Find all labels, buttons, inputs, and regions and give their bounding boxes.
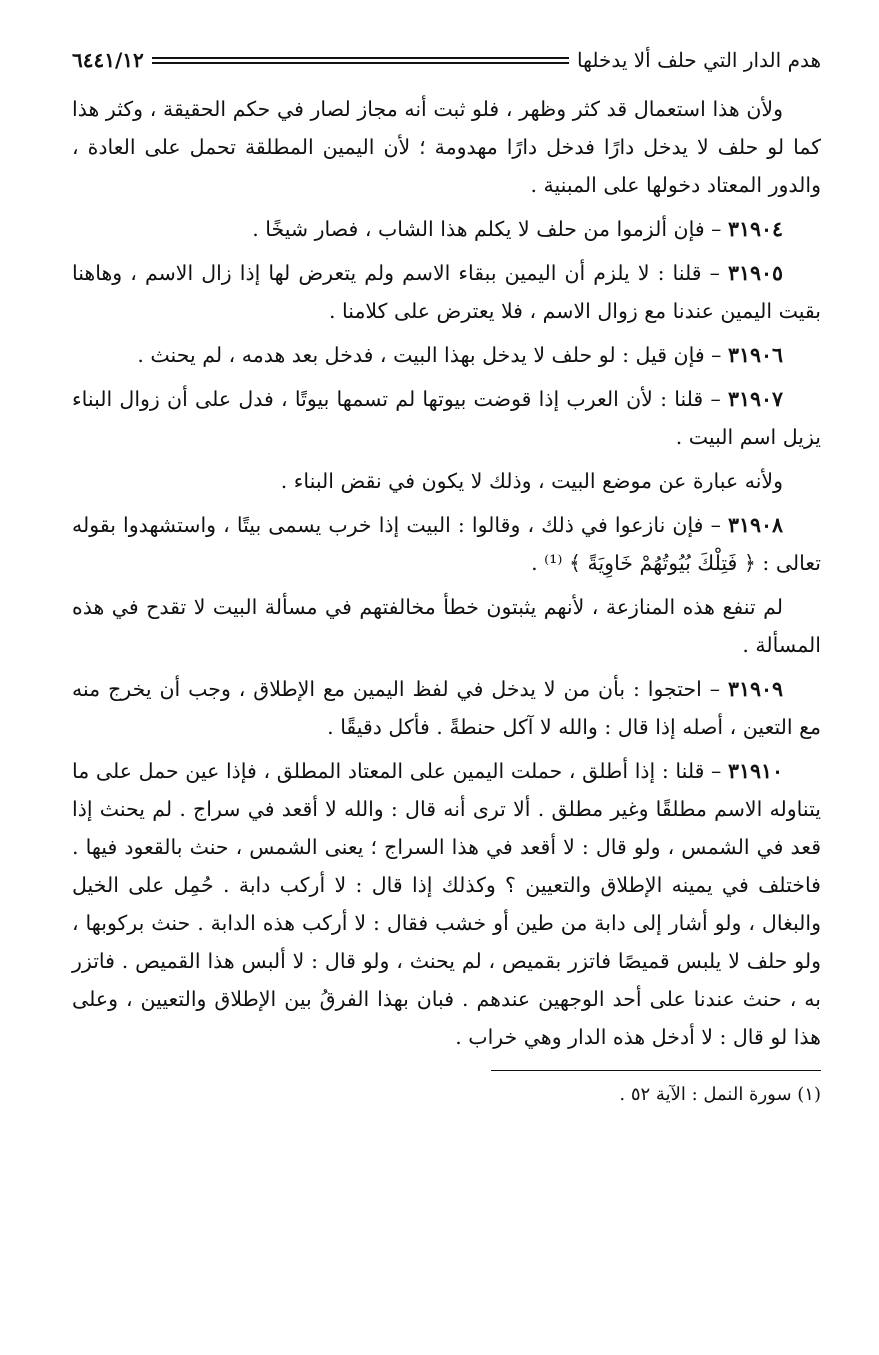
paragraph-text: – قلنا : لأن العرب إذا قوضت بيوتها لم تسمها بيوتًا ، فدل على أن زوال البناء يزيل اسم البيت . bbox=[72, 387, 821, 449]
footnote-text: (١) سورة النمل : الآية ٥٢ . bbox=[619, 1084, 821, 1105]
paragraph bbox=[72, 588, 821, 664]
paragraph-text: – قلنا : لا يلزم أن اليمين ببقاء الاسم ولم يتعرض لها إذا زال الاسم ، وهاهنا بقيت اليمين عندنا مع زوال الاسم ، فلا يعترض على كلامنا . bbox=[72, 261, 821, 323]
paragraph-text: – فإن ألزموا من حلف لا يكلم هذا الشاب ، فصار شيخًا . bbox=[252, 217, 728, 241]
numbered-paragraph bbox=[72, 752, 821, 1056]
paragraph-text: لم تنفع هذه المنازعة ، لأنهم يثبتون خطأ مخالفتهم في مسألة البيت لا تقدح في هذه المسألة . bbox=[72, 595, 821, 657]
paragraph bbox=[72, 462, 821, 500]
footnote-separator bbox=[491, 1070, 821, 1071]
paragraph-text: ولأنه عبارة عن موضع البيت ، وذلك لا يكون في نقض البناء . bbox=[280, 469, 783, 493]
paragraph-text: – قلنا : إذا أطلق ، حملت اليمين على المعتاد المطلق ، فإذا عين حمل على ما يتناوله الاسم مطلقًا وغير مطلق . ألا ترى أنه قال : والله لا أقعد في سراج . لم يحنث إذا قعد في الشمس ، ولو قال : لا أقعد في هذا السراج ؛ يعنى الشمس ، حنث بالقعود فيها . فاختلف في يمينه الإطلاق والتعيين ؟ وكذلك إذا قال : لا أركب دابة . حُمِل على الخيل والبغال ، ولو أشار إلى دابة من طين أو خشب فقال : لا أركب هذه الدابة . حنث بركوبها ، ولو حلف لا يلبس قميصًا فاتزر بقميص ، لم يحنث ، ولو قال : لا ألبس هذا القميص . فاتزر به ، حنث عندنا على أحد الوجهين عندهم . فبان بهذا الفرقُ بين الإطلاق والتعيين ، وعلى هذا لو قال : لا أدخل هذه الدار وهي خراب . bbox=[72, 759, 821, 1049]
paragraph-number: ٣١٩٠٧ bbox=[727, 387, 783, 411]
header-title: هدم الدار التي حلف ألا يدخلها bbox=[577, 48, 821, 72]
page-body bbox=[72, 90, 821, 1056]
paragraph-number: ٣١٩٠٨ bbox=[727, 513, 783, 537]
paragraph-number: ٣١٩٠٩ bbox=[727, 677, 783, 701]
paragraph-number: ٣١٩٠٥ bbox=[727, 261, 783, 285]
numbered-paragraph bbox=[72, 336, 821, 374]
header-page-reference: ٦٤٤١/١٢ bbox=[72, 48, 144, 72]
header-double-rule bbox=[152, 57, 569, 64]
paragraph-number: ٣١٩٠٤ bbox=[727, 217, 783, 241]
paragraph-number: ٣١٩١٠ bbox=[727, 759, 783, 783]
paragraph-text: – فإن نازعوا في ذلك ، وقالوا : البيت إذا خرب يسمى بيتًا ، واستشهدوا بقوله تعالى : ﴿ فَتِلْكَ بُيُوتُهُمْ خَاوِيَةً ﴾ ⁽¹⁾ . bbox=[72, 513, 821, 575]
running-header bbox=[72, 40, 821, 80]
paragraph-number: ٣١٩٠٦ bbox=[727, 343, 783, 367]
numbered-paragraph bbox=[72, 506, 821, 582]
paragraph-text: – احتجوا : بأن من لا يدخل في لفظ اليمين مع الإطلاق ، وجب أن يخرج منه مع التعين ، أصله إذا قال : والله لا آكل حنطةً . فأكل دقيقًا . bbox=[72, 677, 821, 739]
numbered-paragraph bbox=[72, 670, 821, 746]
paragraph-text: ولأن هذا استعمال قد كثر وظهر ، فلو ثبت أنه مجاز لصار في حكم الحقيقة ، وكثر هذا كما لو حلف لا يدخل دارًا فدخل دارًا مهدومة ؛ لأن اليمين المطلقة تحمل على العادة ، والدور المعتاد دخولها على المبنية . bbox=[72, 97, 821, 197]
numbered-paragraph bbox=[72, 210, 821, 248]
numbered-paragraph bbox=[72, 254, 821, 330]
numbered-paragraph bbox=[72, 380, 821, 456]
paragraph-text: – فإن قيل : لو حلف لا يدخل بهذا البيت ، فدخل بعد هدمه ، لم يحنث . bbox=[137, 343, 728, 367]
footnote bbox=[72, 1079, 821, 1111]
book-page bbox=[72, 40, 821, 1111]
paragraph bbox=[72, 90, 821, 204]
